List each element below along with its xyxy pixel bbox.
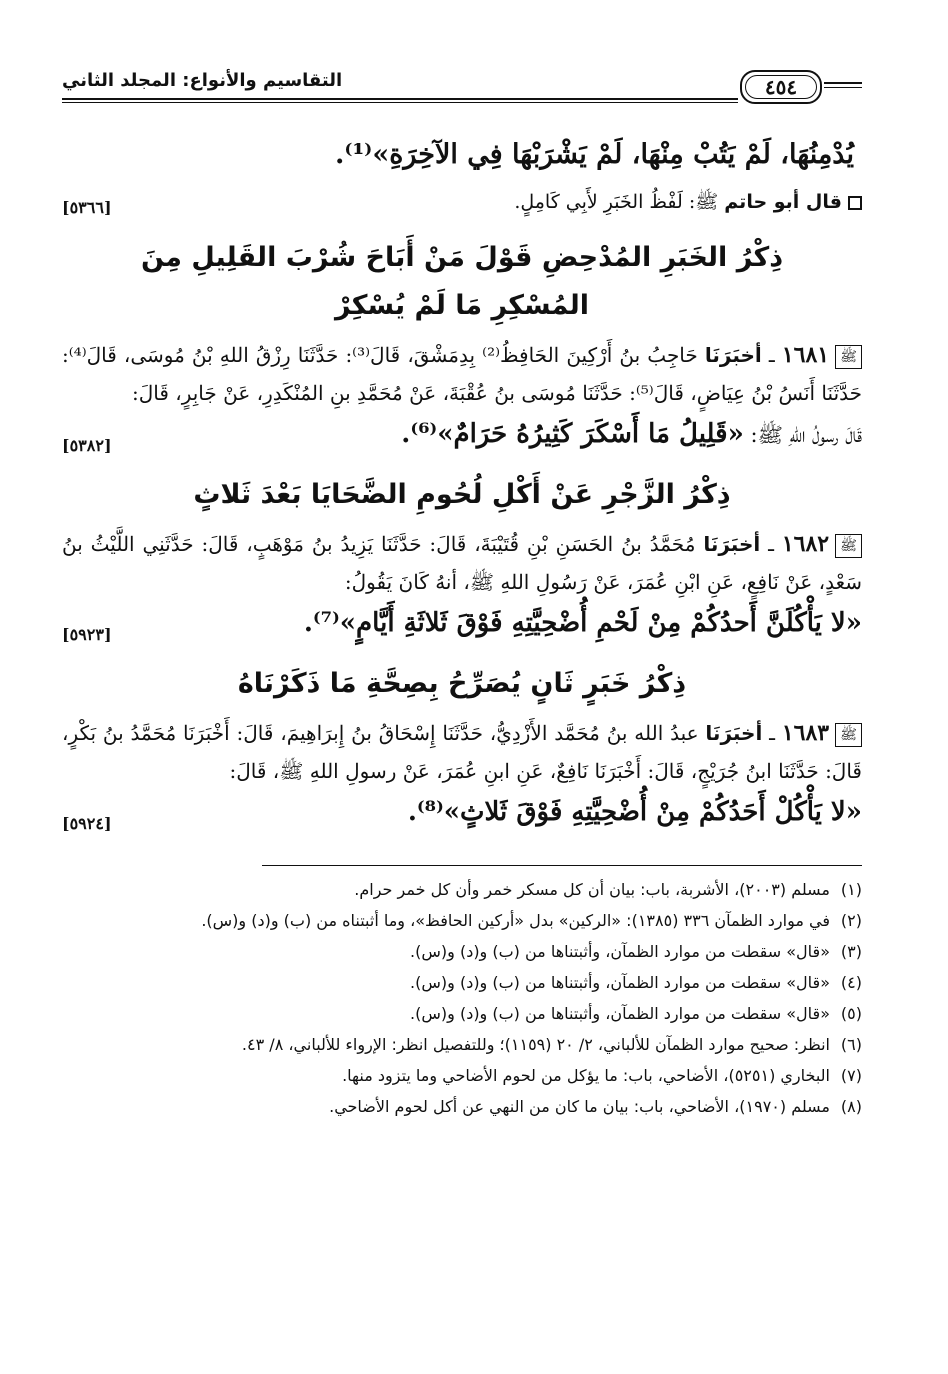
header-rule: [62, 98, 738, 100]
header-rule: [824, 87, 862, 88]
footnote-text: مسلم (١٩٧٠)، الأضاحي، باب: بيان ما كان من النهي عن أكل لحوم الأضاحي.: [329, 1097, 830, 1116]
hadith-reference: [٥٩٢٣]: [62, 625, 112, 644]
footnote: [62, 998, 862, 1029]
book-page: [62, 62, 862, 1334]
matn-intro: قَالَ رسولُ اللهِ ﷺ:: [750, 423, 862, 447]
hadith-continuation: [62, 130, 862, 180]
akhbarana-label: أخبَرَنَا: [704, 343, 762, 367]
footnote-text: «قال» سقطت من موارد الظمآن، وأثبتناها من (ب) و(د) و(س).: [410, 942, 830, 961]
square-bullet-icon: [848, 196, 862, 210]
footnote: [62, 936, 862, 967]
hadith-number: ١٦٨١: [781, 342, 830, 368]
hadith-marker-icon: ﷺ: [835, 345, 862, 369]
page-header: [62, 62, 862, 104]
chapter-heading: ذِكْرُ الخَبَرِ المُدْحِضِ قَوْلَ مَنْ أَبَاحَ شُرْبَ القَلِيلِ مِنَ المُسْكِرِ مَا لَمْ يُسْكِرْ: [140, 242, 784, 321]
salutation-icon: ﷺ: [695, 191, 719, 213]
hadith-number: ١٦٨٢: [781, 531, 830, 557]
isnad-paragraph: ﷺ١٦٨٢ ـ أخبَرَنَا مُحَمَّدُ بنُ الحَسَنِ بْنِ قُتَيْبَةَ، قَالَ: حَدَّثَنَا يَزِيدُ بنُ مَوْهَبٍ، قَالَ: حَدَّثَنِي اللَّيْثُ بنُ سَعْدٍ، عَنْ نَافِعٍ، عَنِ ابْنِ عُمَرَ، عَنْ رَسُولِ اللهِ ﷺ، أنهُ كَانَ يَقُولُ:: [62, 531, 862, 594]
footnotes: [62, 874, 862, 1122]
footnote-text: البخاري (٥٢٥١)، الأضاحي، باب: ما يؤكل من لحوم الأضاحي وما يتزود منها.: [342, 1066, 830, 1085]
hadith-reference: [٥٣٦٦]: [62, 198, 112, 217]
footnote-text: في موارد الظمآن ٣٣٦ (١٣٨٥): «الركين» بدل «أركين الحافظ»، وما أثبتناه من (ب) و(د) و(س).: [201, 911, 830, 930]
running-title: التقاسيم والأنواع: المجلد الثاني: [62, 70, 343, 91]
matn-text: «لا يَأْكُلْ أَحَدُكُمْ مِنْ أُضْحِيَّتِهِ فَوْقَ ثَلاثٍ»⁽⁸⁾.: [407, 797, 862, 827]
akhbarana-label: أخبَرَنَا: [705, 721, 763, 745]
footnote: [62, 874, 862, 905]
akhbarana-label: أخبَرَنَا: [703, 532, 761, 556]
footnote: [62, 1029, 862, 1060]
footnote-number: (٢): [840, 911, 862, 930]
footnote-separator: [262, 865, 862, 866]
footnote-number: (٥): [840, 1004, 862, 1023]
footnote-number: (٣): [840, 942, 862, 961]
footnote-number: (٤): [840, 973, 862, 992]
page-number: ٤٥٤: [740, 70, 822, 104]
chapter-heading: ذِكْرُ الزَّجْرِ عَنْ أَكْلِ لُحُومِ الضَّحَايَا بَعْدَ ثَلاثٍ: [193, 479, 731, 510]
footnote-text: انظر: صحيح موارد الظمآن للألباني، ٢/ ٢٠ (١١٥٩)؛ وللتفصيل انظر: الإرواء للألباني، ٨/ ٤٣.: [241, 1035, 830, 1054]
footnote-number: (١): [840, 880, 862, 899]
hadith-marker-icon: ﷺ: [835, 534, 862, 558]
header-rule: [824, 82, 862, 84]
isnad-text: مُحَمَّدُ بنُ الحَسَنِ بْنِ قُتَيْبَةَ، قَالَ: حَدَّثَنَا يَزِيدُ بنُ مَوْهَبٍ، قَالَ: حَدَّثَنِي اللَّيْثُ بنُ سَعْدٍ، عَنْ نَافِعٍ، عَنِ ابْنِ عُمَرَ، عَنْ رَسُولِ اللهِ ﷺ، أنهُ كَانَ يَقُولُ:: [62, 532, 862, 594]
footnote-text: مسلم (٢٠٠٣)، الأشربة، باب: بيان أن كل مسكر خمر وأن كل خمر حرام.: [354, 880, 830, 899]
header-rule: [62, 102, 738, 103]
isnad-paragraph: ﷺ١٦٨١ ـ أخبَرَنَا حَاجِبُ بنُ أَرْكِينَ الحَافِظُ⁽²⁾ بِدِمَشْقَ، قَالَ⁽³⁾: حَدَّثَنَا رِزْقُ اللهِ بْنُ مُوسَى، قَالَ⁽⁴⁾: حَدَّثَنَا أَنَسُ بْنُ عِيَاضٍ، قَالَ⁽⁵⁾: حَدَّثَنَا مُوسَى بنُ عُقْبَةَ، عَنْ مُحَمَّدِ بنِ المُنْكَدِرِ، عَنْ جَابِرٍ، قَالَ:: [62, 342, 862, 405]
footnote: [62, 905, 862, 936]
isnad-text: حَاجِبُ بنُ أَرْكِينَ الحَافِظُ⁽²⁾ بِدِمَشْقَ، قَالَ⁽³⁾: حَدَّثَنَا رِزْقُ اللهِ بْنُ مُوسَى، قَالَ⁽⁴⁾: حَدَّثَنَا أَنَسُ بْنُ عِيَاضٍ، قَالَ⁽⁵⁾: حَدَّثَنَا مُوسَى بنُ عُقْبَةَ، عَنْ مُحَمَّدِ بنِ المُنْكَدِرِ، عَنْ جَابِرٍ، قَالَ:: [62, 343, 862, 405]
matn-line: [62, 790, 862, 835]
note-text: : لَفْظُ الخَبَرِ لأَبِي كَامِلٍ.: [514, 191, 696, 213]
isnad-paragraph: ﷺ١٦٨٣ ـ أخبَرَنَا عبدُ الله بنُ مُحَمَّد الأَزْدِيُّ، حَدَّثَنَا إِسْحَاقُ بنُ إِبرَاهِيمَ، قَالَ: أَخْبَرَنَا مُحَمَّدُ بنُ بَكْرٍ، قَالَ: حَدَّثَنَا ابنُ جُرَيْجٍ، قَالَ: أَخْبَرَنَا نَافِعٌ، عَنِ ابنِ عُمَرَ، عَنْ رسولِ اللهِ ﷺ، قَالَ:: [62, 720, 862, 783]
footnote-number: (٦): [840, 1035, 862, 1054]
hadith-text: يُدْمِنُهَا، لَمْ يَتُبْ مِنْهَا، لَمْ يَشْرَبْهَا فِي الآخِرَةِ»⁽¹⁾.: [335, 139, 854, 170]
matn-text: «قَلِيلُ مَا أَسْكَرَ كَثِيرُهُ حَرَامٌ»⁽⁶⁾.: [401, 419, 744, 449]
footnote: [62, 1091, 862, 1122]
hadith-reference: [٥٣٨٢]: [62, 436, 112, 455]
footnote-number: (٨): [840, 1097, 862, 1116]
chapter-heading: ذِكْرُ خَبَرٍ ثَانٍ يُصَرِّحُ بِصِحَّةِ مَا ذَكَرْنَاهُ: [237, 668, 687, 699]
hadith-marker-icon: ﷺ: [835, 723, 862, 747]
matn-text: «لا يَأْكُلَنَّ أَحدُكُمْ مِنْ لَحْمِ أُضْحِيَّتِهِ فَوْقَ ثَلاثَةِ أَيَّامٍ»⁽⁷⁾.: [303, 608, 862, 638]
matn-line: [62, 601, 862, 646]
footnote: [62, 1060, 862, 1091]
author-note: [62, 184, 862, 220]
footnote-number: (٧): [840, 1066, 862, 1085]
footnote-text: «قال» سقطت من موارد الظمآن، وأثبتناها من (ب) و(د) و(س).: [410, 973, 830, 992]
matn-line: [62, 412, 862, 457]
hadith-number: ١٦٨٣: [781, 720, 830, 746]
note-label: قال أبو حاتم: [724, 191, 842, 213]
footnote: [62, 967, 862, 998]
isnad-text: عبدُ الله بنُ مُحَمَّد الأَزْدِيُّ، حَدَّثَنَا إِسْحَاقُ بنُ إِبرَاهِيمَ، قَالَ: أَخْبَرَنَا مُحَمَّدُ بنُ بَكْرٍ، قَالَ: حَدَّثَنَا ابنُ جُرَيْجٍ، قَالَ: أَخْبَرَنَا نَافِعٌ، عَنِ ابنِ عُمَرَ، عَنْ رسولِ اللهِ ﷺ، قَالَ:: [62, 721, 862, 783]
footnote-text: «قال» سقطت من موارد الظمآن، وأثبتناها من (ب) و(د) و(س).: [410, 1004, 830, 1023]
hadith-reference: [٥٩٢٤]: [62, 814, 112, 833]
